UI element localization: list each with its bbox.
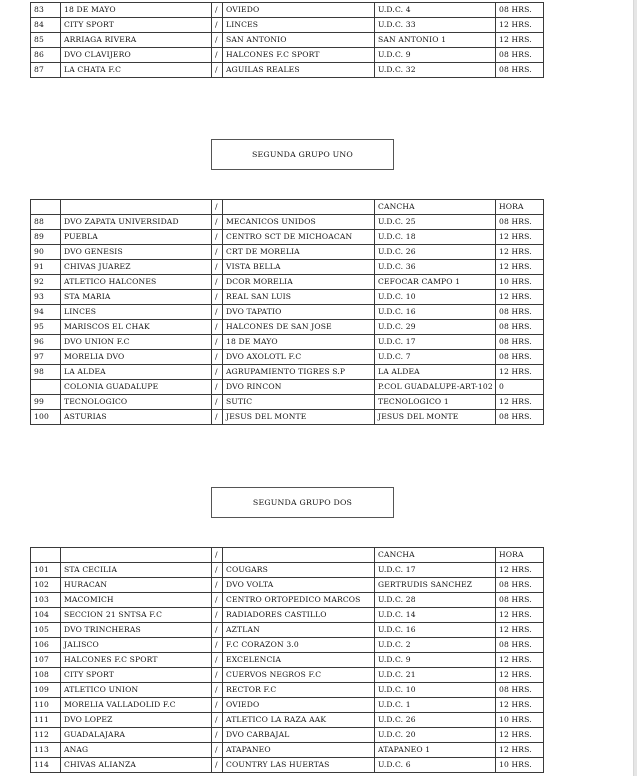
home-team-cell: HURACAN xyxy=(61,578,212,593)
match-number-cell: 99 xyxy=(31,395,61,410)
away-team-cell: F.C CORAZON 3.0 xyxy=(223,638,375,653)
away-team-cell: COUNTRY LAS HUERTAS xyxy=(223,758,375,773)
match-number-cell: 88 xyxy=(31,215,61,230)
table-row xyxy=(31,593,544,608)
venue-cell: U.D.C. 33 xyxy=(375,18,496,33)
venue-cell: U.D.C. 17 xyxy=(375,335,496,350)
table-row xyxy=(31,563,544,578)
time-cell: 10 HRS. xyxy=(496,275,544,290)
time-cell: 12 HRS. xyxy=(496,395,544,410)
time-cell: 12 HRS. xyxy=(496,653,544,668)
home-team-cell: DVO CLAVIJERO xyxy=(61,48,212,63)
away-team-cell: AGRUPAMIENTO TIGRES S.P xyxy=(223,365,375,380)
away-team-cell: ATLETICO LA RAZA AAK xyxy=(223,713,375,728)
table-row xyxy=(31,350,544,365)
away-team-cell: JESUS DEL MONTE xyxy=(223,410,375,425)
venue-cell: U.D.C. 17 xyxy=(375,563,496,578)
home-team-cell: DVO TRINCHERAS xyxy=(61,623,212,638)
table-row xyxy=(31,18,544,33)
match-number-cell: 110 xyxy=(31,698,61,713)
table-row xyxy=(31,713,544,728)
time-cell: 12 HRS. xyxy=(496,365,544,380)
venue-cell: U.D.C. 9 xyxy=(375,653,496,668)
time-cell: 12 HRS. xyxy=(496,18,544,33)
time-cell: 12 HRS. xyxy=(496,260,544,275)
home-team-cell: MARISCOS EL CHAK xyxy=(61,320,212,335)
table-row xyxy=(31,63,544,78)
time-cell: 12 HRS. xyxy=(496,728,544,743)
table-row xyxy=(31,608,544,623)
table-row xyxy=(31,335,544,350)
table-header-row xyxy=(31,200,544,215)
table-row xyxy=(31,290,544,305)
page-edge xyxy=(633,0,637,776)
home-team-cell: TECNOLOGICO xyxy=(61,395,212,410)
venue-cell: U.D.C. 21 xyxy=(375,668,496,683)
versus-separator-cell: / xyxy=(212,18,223,33)
versus-separator-cell: / xyxy=(212,623,223,638)
away-team-cell: MECANICOS UNIDOS xyxy=(223,215,375,230)
versus-separator-cell: / xyxy=(212,48,223,63)
home-team-cell: JALISCO xyxy=(61,638,212,653)
table-row xyxy=(31,365,544,380)
venue-cell: CANCHA xyxy=(375,548,496,563)
table-row xyxy=(31,683,544,698)
versus-separator-cell: / xyxy=(212,608,223,623)
away-team-cell: RADIADORES CASTILLO xyxy=(223,608,375,623)
match-number-cell: 89 xyxy=(31,230,61,245)
versus-separator-cell: / xyxy=(212,698,223,713)
table-row xyxy=(31,215,544,230)
match-number-cell: 100 xyxy=(31,410,61,425)
match-number-cell: 108 xyxy=(31,668,61,683)
away-team-cell: LINCES xyxy=(223,18,375,33)
time-cell: 08 HRS. xyxy=(496,578,544,593)
home-team-cell: LINCES xyxy=(61,305,212,320)
away-team-cell: VISTA BELLA xyxy=(223,260,375,275)
time-cell: 08 HRS. xyxy=(496,683,544,698)
time-cell: 10 HRS. xyxy=(496,713,544,728)
versus-separator-cell: / xyxy=(212,3,223,18)
time-cell: 10 HRS. xyxy=(496,758,544,773)
venue-cell: U.D.C. 26 xyxy=(375,245,496,260)
venue-cell: U.D.C. 9 xyxy=(375,48,496,63)
match-number-cell: 97 xyxy=(31,350,61,365)
versus-separator-cell: / xyxy=(212,350,223,365)
venue-cell: CANCHA xyxy=(375,200,496,215)
versus-separator-cell: / xyxy=(212,743,223,758)
table-row xyxy=(31,380,544,395)
away-team-cell: EXCELENCIA xyxy=(223,653,375,668)
table-row xyxy=(31,653,544,668)
home-team-cell: DVO ZAPATA UNIVERSIDAD xyxy=(61,215,212,230)
match-number-cell: 103 xyxy=(31,593,61,608)
match-number-cell xyxy=(31,380,61,395)
table-row xyxy=(31,578,544,593)
match-number-cell: 112 xyxy=(31,728,61,743)
away-team-cell: DVO CARBAJAL xyxy=(223,728,375,743)
versus-separator-cell: / xyxy=(212,275,223,290)
match-number-cell: 105 xyxy=(31,623,61,638)
fixtures-table-top xyxy=(30,2,544,78)
venue-cell: TECNOLOGICO 1 xyxy=(375,395,496,410)
section-title-grupo-dos: SEGUNDA GRUPO DOS xyxy=(211,487,394,518)
home-team-cell xyxy=(61,200,212,215)
home-team-cell: STA CECILIA xyxy=(61,563,212,578)
match-number-cell xyxy=(31,548,61,563)
match-number-cell: 86 xyxy=(31,48,61,63)
match-number-cell: 85 xyxy=(31,33,61,48)
match-number-cell: 95 xyxy=(31,320,61,335)
match-number-cell: 84 xyxy=(31,18,61,33)
versus-separator-cell: / xyxy=(212,395,223,410)
versus-separator-cell: / xyxy=(212,245,223,260)
home-team-cell: CHIVAS JUAREZ xyxy=(61,260,212,275)
away-team-cell xyxy=(223,200,375,215)
match-number-cell: 109 xyxy=(31,683,61,698)
venue-cell: U.D.C. 26 xyxy=(375,713,496,728)
versus-separator-cell: / xyxy=(212,578,223,593)
match-number-cell: 107 xyxy=(31,653,61,668)
home-team-cell: SECCION 21 SNTSA F.C xyxy=(61,608,212,623)
time-cell: 12 HRS. xyxy=(496,230,544,245)
versus-separator-cell: / xyxy=(212,230,223,245)
time-cell: 08 HRS. xyxy=(496,410,544,425)
table-row xyxy=(31,320,544,335)
away-team-cell: CUERVOS NEGROS F.C xyxy=(223,668,375,683)
versus-separator-cell: / xyxy=(212,683,223,698)
venue-cell: U.D.C. 18 xyxy=(375,230,496,245)
versus-separator-cell: / xyxy=(212,593,223,608)
away-team-cell: 18 DE MAYO xyxy=(223,335,375,350)
match-number-cell: 104 xyxy=(31,608,61,623)
venue-cell: GERTRUDIS SANCHEZ xyxy=(375,578,496,593)
time-cell: 12 HRS. xyxy=(496,290,544,305)
time-cell: 12 HRS. xyxy=(496,698,544,713)
time-cell: 08 HRS. xyxy=(496,593,544,608)
time-cell: 08 HRS. xyxy=(496,305,544,320)
versus-separator-cell: / xyxy=(212,335,223,350)
match-number-cell: 94 xyxy=(31,305,61,320)
home-team-cell: ATLETICO UNION xyxy=(61,683,212,698)
home-team-cell xyxy=(61,548,212,563)
table-row xyxy=(31,743,544,758)
table-row xyxy=(31,3,544,18)
venue-cell: P.COL GUADALUPE-ART-102 xyxy=(375,380,496,395)
home-team-cell: MACOMICH xyxy=(61,593,212,608)
table-row xyxy=(31,275,544,290)
versus-separator-cell: / xyxy=(212,668,223,683)
time-cell: 08 HRS. xyxy=(496,63,544,78)
time-cell: 08 HRS. xyxy=(496,335,544,350)
away-team-cell: DVO TAPATIO xyxy=(223,305,375,320)
home-team-cell: LA ALDEA xyxy=(61,365,212,380)
time-cell: 08 HRS. xyxy=(496,320,544,335)
versus-separator-cell: / xyxy=(212,320,223,335)
away-team-cell: DVO AXOLOTL F.C xyxy=(223,350,375,365)
versus-separator-cell: / xyxy=(212,410,223,425)
home-team-cell: HALCONES F.C SPORT xyxy=(61,653,212,668)
venue-cell: U.D.C. 32 xyxy=(375,63,496,78)
versus-separator-cell: / xyxy=(212,728,223,743)
table-row xyxy=(31,33,544,48)
away-team-cell: RECTOR F.C xyxy=(223,683,375,698)
match-number-cell: 93 xyxy=(31,290,61,305)
versus-separator-cell: / xyxy=(212,380,223,395)
home-team-cell: LA CHATA F.C xyxy=(61,63,212,78)
time-cell: HORA xyxy=(496,548,544,563)
home-team-cell: GUADALAJARA xyxy=(61,728,212,743)
table-row xyxy=(31,410,544,425)
time-cell: 08 HRS. xyxy=(496,638,544,653)
away-team-cell: OVIEDO xyxy=(223,698,375,713)
home-team-cell: ARRIAGA RIVERA xyxy=(61,33,212,48)
table-row xyxy=(31,728,544,743)
venue-cell: CEFOCAR CAMPO 1 xyxy=(375,275,496,290)
venue-cell: U.D.C. 4 xyxy=(375,3,496,18)
away-team-cell: AZTLAN xyxy=(223,623,375,638)
home-team-cell: ASTURIAS xyxy=(61,410,212,425)
versus-separator-cell: / xyxy=(212,653,223,668)
venue-cell: U.D.C. 2 xyxy=(375,638,496,653)
venue-cell: U.D.C. 10 xyxy=(375,290,496,305)
match-number-cell xyxy=(31,200,61,215)
time-cell: 08 HRS. xyxy=(496,3,544,18)
venue-cell: U.D.C. 16 xyxy=(375,623,496,638)
match-number-cell: 96 xyxy=(31,335,61,350)
home-team-cell: 18 DE MAYO xyxy=(61,3,212,18)
home-team-cell: CHIVAS ALIANZA xyxy=(61,758,212,773)
time-cell: 12 HRS. xyxy=(496,668,544,683)
match-number-cell: 83 xyxy=(31,3,61,18)
versus-separator-cell: / xyxy=(212,365,223,380)
time-cell: 08 HRS. xyxy=(496,350,544,365)
table-row xyxy=(31,48,544,63)
away-team-cell: CENTRO ORTOPEDICO MARCOS xyxy=(223,593,375,608)
match-number-cell: 102 xyxy=(31,578,61,593)
home-team-cell: MORELIA DVO xyxy=(61,350,212,365)
away-team-cell: CENTRO SCT DE MICHOACAN xyxy=(223,230,375,245)
fixtures-table-grupo-uno xyxy=(30,199,544,425)
versus-separator-cell: / xyxy=(212,260,223,275)
home-team-cell: DVO UNION F.C xyxy=(61,335,212,350)
home-team-cell: DVO LOPEZ xyxy=(61,713,212,728)
time-cell: 12 HRS. xyxy=(496,563,544,578)
home-team-cell: DVO GENESIS xyxy=(61,245,212,260)
venue-cell: U.D.C. 29 xyxy=(375,320,496,335)
table-row xyxy=(31,305,544,320)
time-cell: 08 HRS. xyxy=(496,48,544,63)
match-number-cell: 101 xyxy=(31,563,61,578)
away-team-cell: ATAPANEO xyxy=(223,743,375,758)
versus-separator-cell: / xyxy=(212,290,223,305)
match-number-cell: 114 xyxy=(31,758,61,773)
venue-cell: JESUS DEL MONTE xyxy=(375,410,496,425)
table-row xyxy=(31,698,544,713)
table-row xyxy=(31,245,544,260)
table-row xyxy=(31,395,544,410)
home-team-cell: ANAG xyxy=(61,743,212,758)
home-team-cell: ATLETICO HALCONES xyxy=(61,275,212,290)
away-team-cell: DVO RINCON xyxy=(223,380,375,395)
home-team-cell: MORELIA VALLADOLID F.C xyxy=(61,698,212,713)
versus-separator-cell: / xyxy=(212,563,223,578)
venue-cell: U.D.C. 6 xyxy=(375,758,496,773)
table-row xyxy=(31,758,544,773)
match-number-cell: 106 xyxy=(31,638,61,653)
away-team-cell: SUTIC xyxy=(223,395,375,410)
away-team-cell: SAN ANTONIO xyxy=(223,33,375,48)
venue-cell: ATAPANEO 1 xyxy=(375,743,496,758)
versus-separator-cell: / xyxy=(212,758,223,773)
time-cell: 0 xyxy=(496,380,544,395)
venue-cell: U.D.C. 36 xyxy=(375,260,496,275)
versus-separator-cell: / xyxy=(212,305,223,320)
match-number-cell: 92 xyxy=(31,275,61,290)
match-number-cell: 113 xyxy=(31,743,61,758)
home-team-cell: COLONIA GUADALUPE xyxy=(61,380,212,395)
time-cell: 12 HRS. xyxy=(496,245,544,260)
venue-cell: U.D.C. 20 xyxy=(375,728,496,743)
venue-cell: U.D.C. 16 xyxy=(375,305,496,320)
home-team-cell: PUEBLA xyxy=(61,230,212,245)
match-number-cell: 111 xyxy=(31,713,61,728)
away-team-cell: COUGARS xyxy=(223,563,375,578)
away-team-cell: OVIEDO xyxy=(223,3,375,18)
versus-separator-cell: / xyxy=(212,548,223,563)
match-number-cell: 90 xyxy=(31,245,61,260)
home-team-cell: CITY SPORT xyxy=(61,18,212,33)
table-row xyxy=(31,638,544,653)
away-team-cell: REAL SAN LUIS xyxy=(223,290,375,305)
table-row xyxy=(31,260,544,275)
table-row xyxy=(31,623,544,638)
match-number-cell: 98 xyxy=(31,365,61,380)
venue-cell: SAN ANTONIO 1 xyxy=(375,33,496,48)
time-cell: 12 HRS. xyxy=(496,743,544,758)
away-team-cell: DCOR MORELIA xyxy=(223,275,375,290)
time-cell: 12 HRS. xyxy=(496,33,544,48)
versus-separator-cell: / xyxy=(212,33,223,48)
match-number-cell: 87 xyxy=(31,63,61,78)
time-cell: 12 HRS. xyxy=(496,608,544,623)
table-row xyxy=(31,668,544,683)
time-cell: 08 HRS. xyxy=(496,215,544,230)
away-team-cell: DVO VOLTA xyxy=(223,578,375,593)
versus-separator-cell: / xyxy=(212,638,223,653)
venue-cell: U.D.C. 1 xyxy=(375,698,496,713)
venue-cell: U.D.C. 28 xyxy=(375,593,496,608)
away-team-cell: HALCONES DE SAN JOSE xyxy=(223,320,375,335)
time-cell: 12 HRS. xyxy=(496,623,544,638)
venue-cell: LA ALDEA xyxy=(375,365,496,380)
table-header-row xyxy=(31,548,544,563)
table-row xyxy=(31,230,544,245)
versus-separator-cell: / xyxy=(212,215,223,230)
away-team-cell: CRT DE MORELIA xyxy=(223,245,375,260)
venue-cell: U.D.C. 10 xyxy=(375,683,496,698)
venue-cell: U.D.C. 7 xyxy=(375,350,496,365)
match-number-cell: 91 xyxy=(31,260,61,275)
away-team-cell xyxy=(223,548,375,563)
section-title-grupo-uno: SEGUNDA GRUPO UNO xyxy=(211,139,394,170)
fixtures-table-grupo-dos xyxy=(30,547,544,773)
versus-separator-cell: / xyxy=(212,713,223,728)
away-team-cell: HALCONES F.C SPORT xyxy=(223,48,375,63)
home-team-cell: CITY SPORT xyxy=(61,668,212,683)
time-cell: HORA xyxy=(496,200,544,215)
versus-separator-cell: / xyxy=(212,200,223,215)
versus-separator-cell: / xyxy=(212,63,223,78)
venue-cell: U.D.C. 25 xyxy=(375,215,496,230)
home-team-cell: STA MARIA xyxy=(61,290,212,305)
away-team-cell: AGUILAS REALES xyxy=(223,63,375,78)
venue-cell: U.D.C. 14 xyxy=(375,608,496,623)
